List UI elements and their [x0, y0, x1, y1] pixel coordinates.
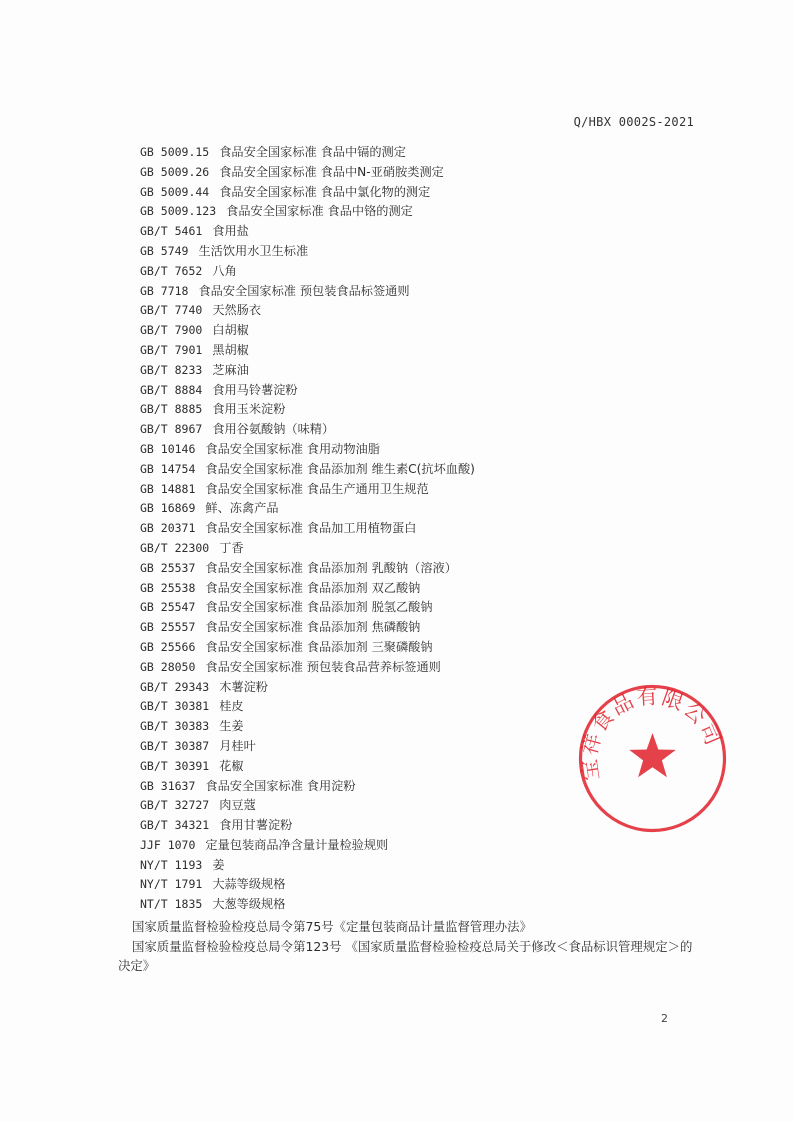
reference-item [140, 222, 475, 242]
reference-item [140, 519, 475, 539]
reference-title: 食品安全国家标准 食品中镉的测定 [219, 145, 406, 159]
document-code: Q/HBX 0002S-2021 [573, 115, 694, 129]
reference-code: GB/T 7901 [140, 342, 203, 357]
reference-title: 白胡椒 [212, 323, 249, 338]
reference-title: 食品安全国家标准 食品中氯化物的测定 [219, 184, 431, 199]
reference-code: GB/T 5461 [140, 224, 203, 239]
reference-title: 食品安全国家标准 食品添加剂 维生素C(抗坏血酸) [205, 461, 475, 476]
reference-title: 大葱等级规格 [212, 897, 286, 912]
reference-item [140, 183, 475, 203]
reference-code: GB 5009.44 [140, 184, 210, 199]
reference-title: 丁香 [219, 540, 244, 555]
reference-title: 定量包装商品净含量计量检验规则 [205, 837, 389, 852]
reference-code: GB 25538 [140, 580, 196, 595]
reference-item [140, 579, 475, 599]
reference-title: 食品安全国家标准 食品添加剂 焦磷酸钠 [205, 620, 421, 635]
reference-item [140, 895, 475, 915]
reference-title: 食品安全国家标准 食品添加剂 双乙酸钠 [205, 580, 421, 595]
reference-title: 花椒 [219, 758, 244, 773]
reference-item [140, 678, 475, 698]
reference-item [140, 400, 475, 420]
reference-code: GB/T 8233 [140, 362, 203, 377]
seal-star-icon [629, 733, 676, 777]
reference-item [140, 875, 475, 895]
reference-code: GB/T 29343 [140, 679, 210, 694]
reference-item [140, 202, 475, 222]
reference-title: 八角 [212, 263, 237, 278]
reference-item [140, 242, 475, 262]
reference-code: GB/T 8884 [140, 382, 203, 397]
reference-code: GB 25557 [140, 620, 196, 635]
reference-title: 肉豆蔻 [219, 798, 256, 813]
reference-item [140, 816, 475, 836]
reference-item [140, 480, 475, 500]
reference-title: 食用谷氨酸钠（味精） [212, 422, 335, 437]
reference-item [140, 440, 475, 460]
reference-title: 食品安全国家标准 食品加工用植物蛋白 [205, 521, 417, 536]
reference-item [140, 658, 475, 678]
reference-item [140, 757, 475, 777]
reference-code: NY/T 1193 [140, 857, 203, 872]
reference-title: 食用甘薯淀粉 [219, 818, 293, 833]
reference-title: 月桂叶 [219, 738, 256, 753]
reference-title: 食品安全国家标准 食用淀粉 [205, 778, 356, 793]
reference-title: 木薯淀粉 [219, 679, 268, 694]
reference-title: 黑胡椒 [212, 342, 249, 357]
normative-references-list [140, 143, 475, 915]
reference-code: GB/T 7740 [140, 303, 203, 318]
reference-item [140, 598, 475, 618]
reference-title: 食品安全国家标准 食品中N-亚硝胺类测定 [219, 164, 444, 179]
reference-item [140, 638, 475, 658]
reference-code: GB 31637 [140, 778, 196, 793]
reference-code: GB 14881 [140, 481, 196, 496]
reference-item [140, 618, 475, 638]
reference-code: GB 20371 [140, 521, 196, 536]
reference-title: 生活饮用水卫生标准 [198, 243, 309, 258]
reference-code: GB 7718 [140, 283, 189, 298]
reference-code: NT/T 1835 [140, 897, 203, 912]
page-number: 2 [661, 1012, 668, 1025]
reference-title: 食品安全国家标准 食用动物油脂 [205, 441, 380, 456]
reference-title: 芝麻油 [212, 362, 249, 377]
reference-code: GB 5009.26 [140, 164, 210, 179]
decree-item: 国家质量监督检验检疫总局令第123号 《国家质量监督检验检疫总局关于修改＜食品标识管理规定＞的决定》 [118, 938, 693, 974]
reference-item [140, 341, 475, 361]
reference-item [140, 282, 475, 302]
reference-item [140, 361, 475, 381]
reference-code: GB/T 30391 [140, 758, 210, 773]
reference-title: 鲜、冻禽产品 [205, 501, 279, 516]
reference-item [140, 163, 475, 183]
reference-title: 食品安全国家标准 食品添加剂 脱氢乙酸钠 [205, 600, 433, 615]
reference-code: GB 25566 [140, 639, 196, 654]
reference-item [140, 697, 475, 717]
reference-title: 食用盐 [212, 224, 249, 239]
reference-item [140, 737, 475, 757]
reference-item [140, 499, 475, 519]
reference-code: JJF 1070 [140, 837, 196, 852]
reference-code: GB 25547 [140, 600, 196, 615]
reference-title: 大蒜等级规格 [212, 877, 286, 892]
decree-item: 国家质量监督检验检疫总局令第75号《定量包装商品计量监督管理办法》 [132, 919, 532, 934]
reference-code: GB 5009.15 [140, 145, 210, 159]
reference-item [140, 381, 475, 401]
reference-item [140, 717, 475, 737]
reference-item [140, 559, 475, 579]
reference-code: GB 5749 [140, 243, 189, 258]
reference-code: GB/T 34321 [140, 818, 210, 833]
reference-item [140, 796, 475, 816]
decrees-section [118, 917, 698, 976]
reference-title: 食品安全国家标准 预包装食品营养标签通则 [205, 659, 441, 674]
reference-code: GB 10146 [140, 441, 196, 456]
reference-code: GB 25537 [140, 560, 196, 575]
reference-code: GB/T 22300 [140, 540, 210, 555]
reference-code: GB/T 8885 [140, 402, 203, 417]
reference-code: GB/T 8967 [140, 422, 203, 437]
reference-title: 食品安全国家标准 食品生产通用卫生规范 [205, 481, 429, 496]
reference-title: 食用玉米淀粉 [212, 402, 286, 417]
reference-code: NY/T 1791 [140, 877, 203, 892]
reference-code: GB/T 30383 [140, 719, 210, 734]
reference-item [140, 262, 475, 282]
company-seal [575, 681, 730, 836]
reference-item [140, 460, 475, 480]
reference-title: 食品安全国家标准 预包装食品标签通则 [198, 283, 410, 298]
reference-code: GB/T 30381 [140, 699, 210, 714]
reference-title: 生姜 [219, 719, 244, 734]
reference-item [140, 539, 475, 559]
reference-item [140, 420, 475, 440]
svg-text:宝祥食品有限公司: 宝祥食品有限公司 [576, 684, 727, 782]
reference-title: 天然肠衣 [212, 303, 262, 318]
reference-code: GB 16869 [140, 501, 196, 516]
reference-code: GB 14754 [140, 461, 196, 476]
reference-code: GB/T 7652 [140, 263, 203, 278]
reference-title: 食用马铃薯淀粉 [212, 382, 298, 397]
reference-item [140, 836, 475, 856]
reference-code: GB/T 30387 [140, 738, 210, 753]
reference-title: 食品安全国家标准 食品中铬的测定 [226, 204, 413, 219]
reference-title: 桂皮 [219, 699, 244, 714]
reference-code: GB 28050 [140, 659, 196, 674]
reference-code: GB 5009.123 [140, 204, 217, 219]
reference-code: GB/T 32727 [140, 798, 210, 813]
reference-title: 食品安全国家标准 食品添加剂 三聚磷酸钠 [205, 639, 433, 654]
reference-item [140, 777, 475, 797]
reference-code: GB/T 7900 [140, 323, 203, 338]
reference-item [140, 856, 475, 876]
reference-item [140, 143, 475, 163]
reference-item [140, 301, 475, 321]
reference-title: 姜 [212, 857, 225, 872]
reference-item [140, 321, 475, 341]
reference-title: 食品安全国家标准 食品添加剂 乳酸钠（溶液） [205, 560, 457, 575]
